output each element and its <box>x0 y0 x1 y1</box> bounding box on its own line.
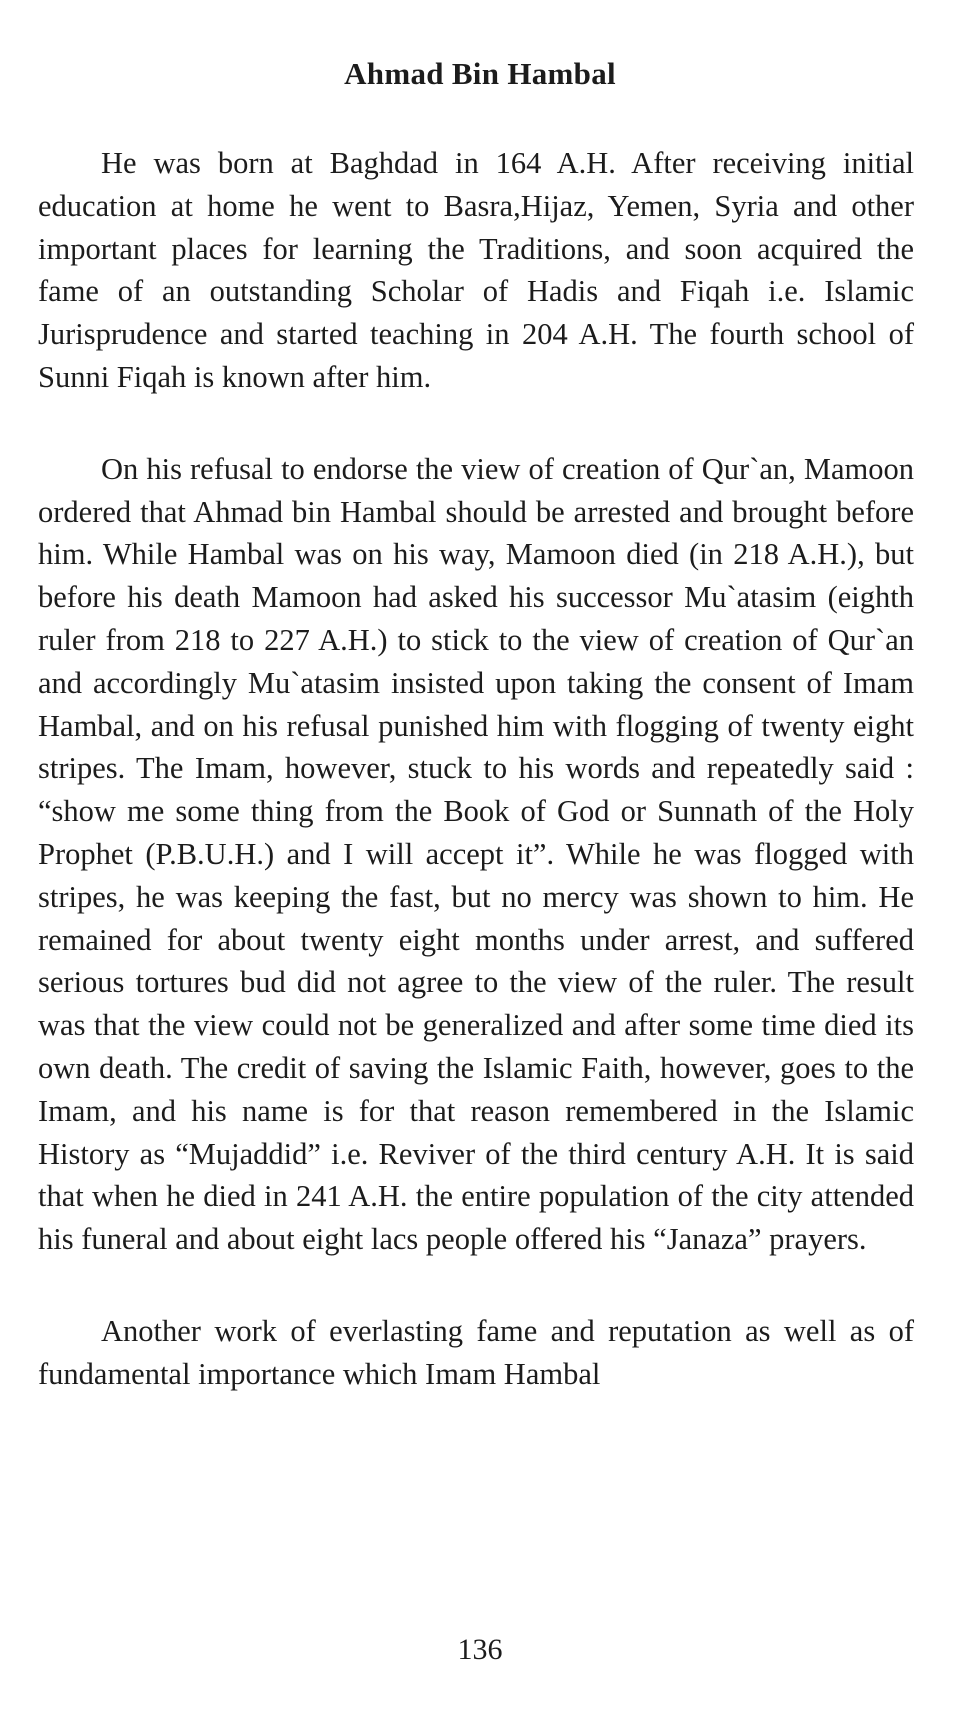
paragraph-another-work: Another work of everlasting fame and reputation as well as of fundamental importance which Imam Hambal <box>38 1313 914 1391</box>
paragraph-persecution: On his refusal to endorse the view of creation of Qur`an, Mamoon ordered that Ahmad bin Hambal should be arrested and brought before him. While Hambal was on his way, Mamoon died (in 218 A.H.), but before his death Mamoon had asked his successor Mu`atasim (eighth ruler from 218 to 227 A.H.) to stick to the view of creation of Qur`an and accordingly Mu`atasim insisted upon taking the consent of Imam Hambal, and on his refusal punished him with flogging of twenty eight stripes. The Imam, however, stuck to his words and repeatedly said : “show me some thing from the Book of God or Sunnath of the Holy Prophet (P.B.U.H.) and I will accept it”. While he was flogged with stripes, he was keeping the fast, but no mercy was shown to him. He remained for about twenty eight months under arrest, and suffered serious tortures bud did not agree to the view of the ruler. The result was that the view could not be generalized and after some time died its own death. The credit of saving the Islamic Faith, however, goes to the Imam, and his name is for that reason remembered in the Islamic History as “Mujaddid” i.e. Reviver of the third century A.H. It is said that when he died in 241 A.H. the entire population of the city attended his funeral and about eight lacs people offered his “Janaza” prayers. <box>38 451 914 1257</box>
paragraph-birth-and-education: He was born at Baghdad in 164 A.H. After receiving initial education at home he went to Basra,Hijaz, Yemen, Syria and other important places for learning the Traditions, and soon acquired the fame of an outstanding Scholar of Hadis and Fiqah i.e. Islamic Jurisprudence and started teaching in 204 A.H. The fourth school of Sunni Fiqah is known after him. <box>38 146 914 394</box>
page-number: 136 <box>457 1633 503 1666</box>
page-title: Ahmad Bin Hambal <box>344 56 616 91</box>
body-text <box>38 142 914 1396</box>
